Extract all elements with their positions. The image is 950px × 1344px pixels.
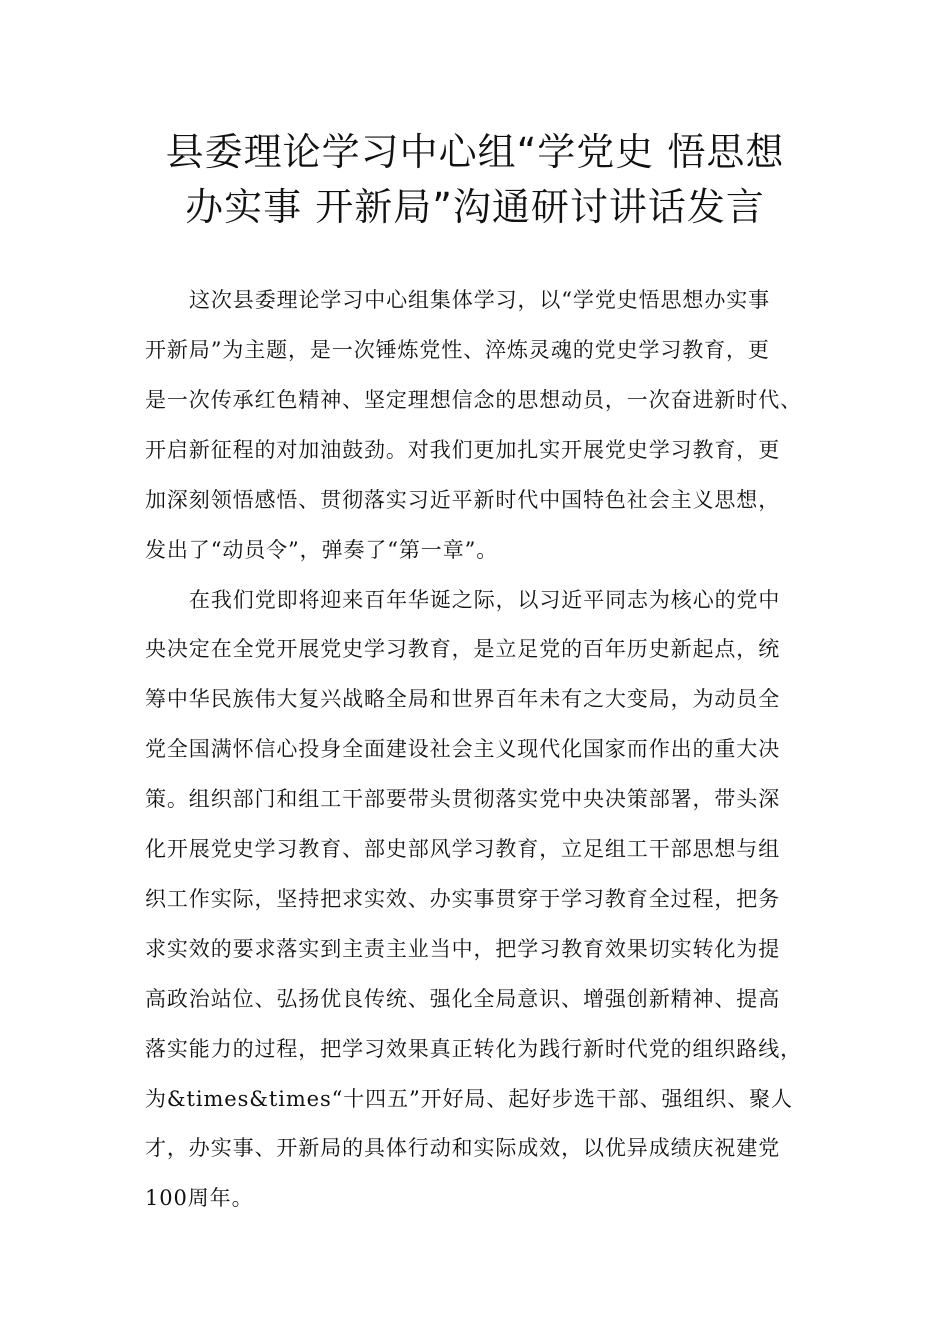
paragraph-line: 高政治站位、弘扬优良传统、强化全局意识、增强创新精神、提高 xyxy=(145,987,781,1011)
document-title-line-2: 办实事 开新局”沟通研讨讲话发言 xyxy=(185,185,765,229)
paragraph-line: 央决定在全党开展党史学习教育，是立足党的百年历史新起点，统 xyxy=(145,637,781,661)
paragraph-line: 发出了“动员令”，弹奏了“第一章”。 xyxy=(145,538,499,562)
paragraph-line: 党全国满怀信心投身全面建设社会主义现代化国家而作出的重大决 xyxy=(145,737,781,761)
paragraph-line: 是一次传承红色精神、坚定理想信念的思想动员，一次奋进新时代、 xyxy=(145,388,802,412)
paragraph-line: 为&times&times“十四五”开好局、起好步选干部、强组织、聚人 xyxy=(145,1087,793,1111)
paragraph-line: 求实效的要求落实到主责主业当中，把学习教育效果切实转化为提 xyxy=(145,937,781,961)
paragraph-line: 才，办实事、开新局的具体行动和实际成效，以优异成绩庆祝建党 xyxy=(145,1136,781,1160)
paragraph-line: 开新局”为主题，是一次锤炼党性、淬炼灵魂的党史学习教育，更 xyxy=(145,338,770,362)
paragraph-line: 加深刻领悟感悟、贯彻落实习近平新时代中国特色社会主义思想， xyxy=(145,488,781,512)
paragraph-line: 100周年。 xyxy=(145,1186,254,1210)
paragraph-line: 落实能力的过程，把学习效果真正转化为践行新时代党的组织路线， xyxy=(145,1037,802,1061)
paragraph-line: 开启新征程的对加油鼓劲。对我们更加扎实开展党史学习教育，更 xyxy=(145,438,781,462)
paragraph-line: 织工作实际，坚持把求实效、办实事贯穿于学习教育全过程，把务 xyxy=(145,887,781,911)
paragraph-line: 这次县委理论学习中心组集体学习，以“学党史悟思想办实事 xyxy=(189,288,771,312)
document-title-line-1: 县委理论学习中心组“学党史 悟思想 xyxy=(165,130,785,174)
paragraph-line: 在我们党即将迎来百年华诞之际，以习近平同志为核心的党中 xyxy=(189,588,781,612)
paragraph-line: 筹中华民族伟大复兴战略全局和世界百年未有之大变局，为动员全 xyxy=(145,687,781,711)
paragraph-line: 化开展党史学习教育、部史部风学习教育，立足组工干部思想与组 xyxy=(145,837,781,861)
paragraph-line: 策。组织部门和组工干部要带头贯彻落实党中央决策部署，带头深 xyxy=(145,787,781,811)
